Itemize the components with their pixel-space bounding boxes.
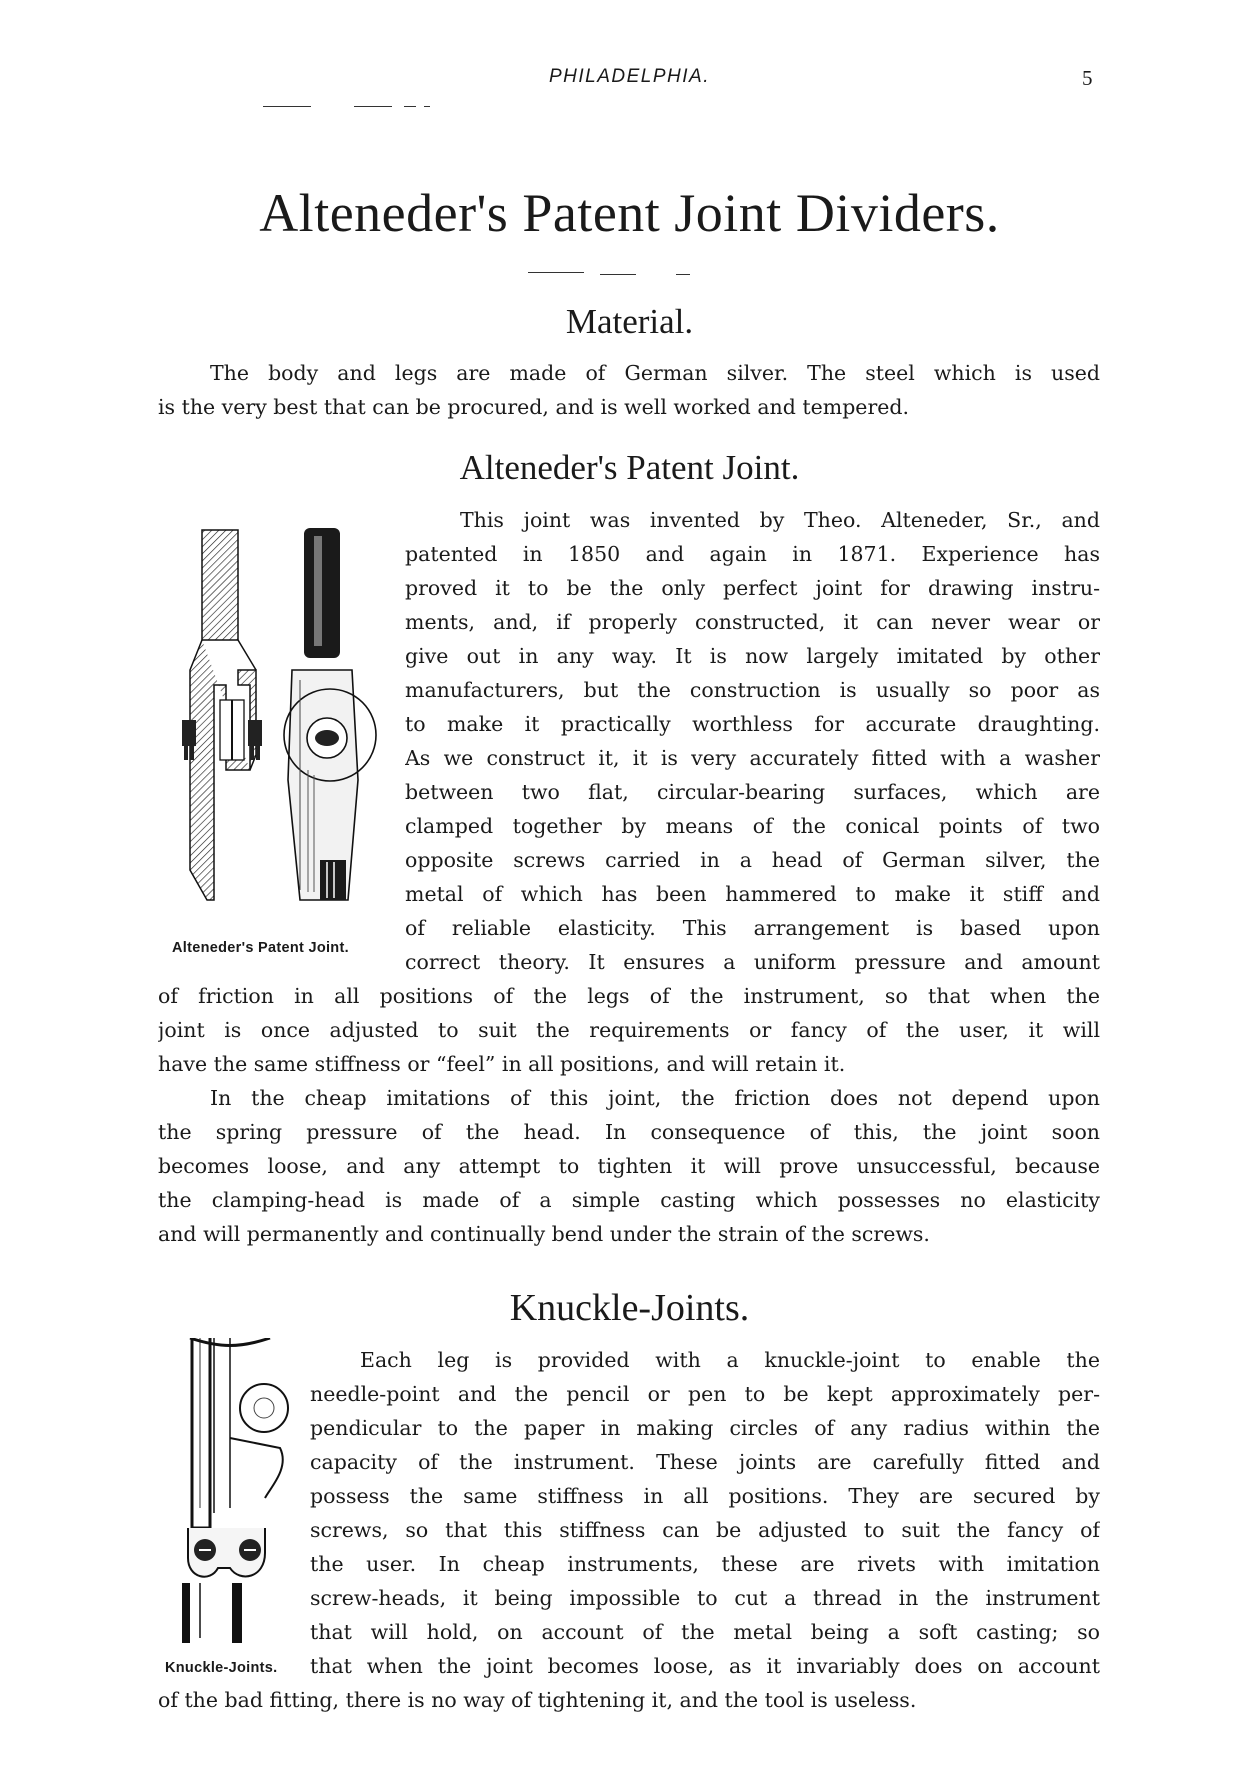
text-line: of the bad fitting, there is no way of tightening it, and the tool is useless. bbox=[158, 1688, 917, 1712]
text-line: clamped together by means of the conical points of two bbox=[405, 814, 1100, 838]
patent-joint-illustration bbox=[172, 520, 402, 940]
text-line: of reliable elasticity. This arrangement is based upon bbox=[405, 916, 1100, 940]
exterior-view-drawing bbox=[284, 528, 376, 900]
text-line: that when the joint becomes loose, as it invariably does on account bbox=[310, 1654, 1100, 1678]
sectional-view-drawing bbox=[182, 530, 262, 900]
text-line: give out in any way. It is now largely imitated by other bbox=[405, 644, 1100, 668]
text-line: have the same stiffness or “feel” in all positions, and will retain it. bbox=[158, 1052, 846, 1076]
header-rule-3 bbox=[404, 106, 416, 107]
heading-patent-joint: Alteneder's Patent Joint. bbox=[459, 448, 800, 487]
text-line: joint is once adjusted to suit the requirements or fancy of the user, it will bbox=[158, 1018, 1100, 1042]
text-line: ments, and, if properly constructed, it can never wear or bbox=[405, 610, 1100, 634]
text-line: and will permanently and continually bend under the strain of the screws. bbox=[158, 1222, 930, 1246]
knuckle-joint-illustration bbox=[170, 1338, 310, 1648]
text-line: needle-point and the pencil or pen to be kept approximately per- bbox=[310, 1382, 1100, 1406]
text-line: This joint was invented by Theo. Alteneder, Sr., and bbox=[460, 508, 1100, 532]
text-line: screw-heads, it being impossible to cut a thread in the instrument bbox=[310, 1586, 1100, 1610]
text-line: patented in 1850 and again in 1871. Experience has bbox=[405, 542, 1100, 566]
text-line: As we construct it, it is very accurately fitted with a washer bbox=[405, 746, 1100, 770]
text-line: The body and legs are made of German silver. The steel which is used bbox=[210, 361, 1100, 385]
patent-joint-caption: Alteneder's Patent Joint. bbox=[172, 940, 349, 956]
heading-knuckle-joints: Knuckle-Joints. bbox=[509, 1287, 750, 1329]
title-rule-1 bbox=[528, 272, 584, 273]
text-line: proved it to be the only perfect joint for drawing instru- bbox=[405, 576, 1100, 600]
text-line: the user. In cheap instruments, these are rivets with imitation bbox=[310, 1552, 1100, 1576]
text-line: opposite screws carried in a head of German silver, the bbox=[405, 848, 1100, 872]
text-line: becomes loose, and any attempt to tighten it will prove unsuccessful, because bbox=[158, 1154, 1100, 1178]
running-head: PHILADELPHIA. bbox=[549, 66, 710, 87]
text-line: screws, so that this stiffness can be adjusted to suit the fancy of bbox=[310, 1518, 1100, 1542]
text-line: correct theory. It ensures a uniform pressure and amount bbox=[405, 950, 1100, 974]
knuckle-joints-caption: Knuckle-Joints. bbox=[165, 1660, 278, 1676]
text-line: Each leg is provided with a knuckle-joint to enable the bbox=[360, 1348, 1100, 1372]
text-line: the spring pressure of the head. In consequence of this, the joint soon bbox=[158, 1120, 1100, 1144]
text-line: is the very best that can be procured, and is well worked and tempered. bbox=[158, 395, 910, 419]
text-line: pendicular to the paper in making circles of any radius within the bbox=[310, 1416, 1100, 1440]
text-line: capacity of the instrument. These joints are carefully fitted and bbox=[310, 1450, 1100, 1474]
heading-material: Material. bbox=[565, 302, 694, 341]
page-title: Alteneder's Patent Joint Dividers. bbox=[259, 183, 1000, 243]
text-line: possess the same stiffness in all positions. They are secured by bbox=[310, 1484, 1100, 1508]
title-rule-2 bbox=[600, 274, 636, 275]
header-rule-2 bbox=[354, 106, 392, 107]
text-line: the clamping-head is made of a simple casting which possesses no elasticity bbox=[158, 1188, 1100, 1212]
text-line: to make it practically worthless for accurate draughting. bbox=[405, 712, 1100, 736]
text-line: between two flat, circular-bearing surfaces, which are bbox=[405, 780, 1100, 804]
text-line: In the cheap imitations of this joint, the friction does not depend upon bbox=[210, 1086, 1100, 1110]
title-rule-3 bbox=[676, 274, 690, 275]
text-line: manufacturers, but the construction is usually so poor as bbox=[405, 678, 1100, 702]
text-line: metal of which has been hammered to make it stiff and bbox=[405, 882, 1100, 906]
text-line: that will hold, on account of the metal being a soft casting; so bbox=[310, 1620, 1100, 1644]
page-number: 5 bbox=[1082, 66, 1093, 90]
header-rule-1 bbox=[263, 106, 311, 107]
header-rule-4 bbox=[424, 106, 430, 107]
knuckle-joint-drawing bbox=[182, 1338, 288, 1643]
text-line: of friction in all positions of the legs of the instrument, so that when the bbox=[158, 984, 1100, 1008]
